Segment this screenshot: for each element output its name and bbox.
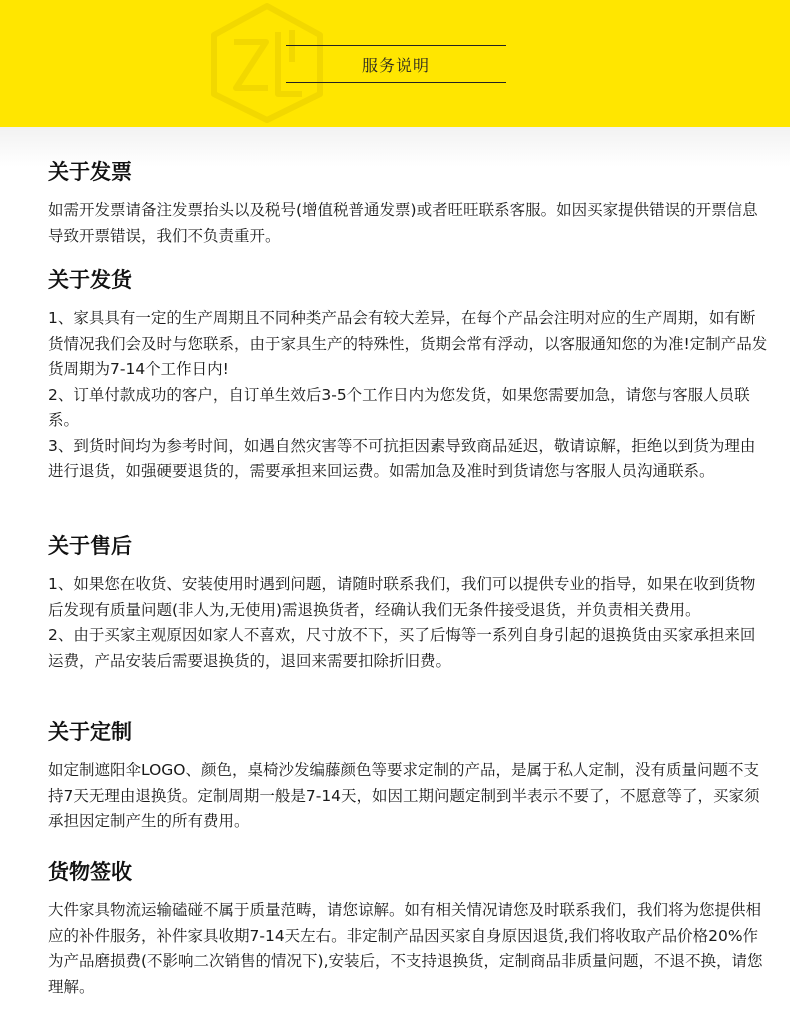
section-heading: 关于发票: [48, 160, 132, 184]
section-paragraph: 3、到货时间均为参考时间，如遇自然灾害等不可抗拒因素导致商品延迟，敬请谅解，拒绝以到货为理由进行退货，如强硬要退货的，需要承担来回运费。如需加急及准时到货请您与客服人员沟通联系。: [48, 436, 756, 480]
header-banner: [0, 0, 790, 127]
section-paragraph: 1、如果您在收货、安装使用时遇到问题，请随时联系我们，我们可以提供专业的指导，如果在收到货物后发现有质量问题(非人为,无使用)需退换货者，经确认我们无条件接受退货，并负责相关费用。: [48, 575, 756, 619]
section-paragraph: 1、家具具有一定的生产周期且不同种类产品会有较大差异，在每个产品会注明对应的生产周期，如有断货情况我们会及时与您联系，由于家具生产的特殊性，货期会常有浮动，以客服通知您的为准!定制产品发货周期为7-14个工作日内!: [48, 309, 768, 378]
page-title: 服务说明: [361, 55, 430, 75]
section-paragraph: 大件家具物流运输磕碰不属于质量范畴，请您谅解。如有相关情况请您及时联系我们，我们将为您提供相应的补件服务，补件家具收期7-14天左右。非定制产品因买家自身原因退货,我们将收取产品价格20%作为产品磨损费(不影响二次销售的情况下),安装后，不支持退换货，定制商品非质量问题，不退不换，请您理解。: [48, 901, 763, 996]
section-heading: 关于发货: [48, 268, 132, 292]
section-shipping: [48, 266, 768, 485]
section-heading: 关于售后: [48, 534, 132, 558]
section-delivery-receipt: [48, 858, 768, 1000]
section-paragraph: 如需开发票请备注发票抬头以及税号(增值税普通发票)或者旺旺联系客服。如因买家提供错误的开票信息导致开票错误，我们不负责重开。: [48, 201, 758, 245]
section-customization: [48, 718, 768, 835]
section-after-sales: [48, 532, 768, 674]
section-paragraph: 2、订单付款成功的客户，自订单生效后3-5个工作日内为您发货，如果您需要加急，请您与客服人员联系。: [48, 385, 750, 429]
section-invoice: [48, 158, 768, 249]
section-heading: 关于定制: [48, 720, 132, 744]
section-paragraph: 如定制遮阳伞LOGO、颜色，桌椅沙发编藤颜色等要求定制的产品，是属于私人定制，没有质量问题不支持7天无理由退换货。定制周期一般是7-14天，如因工期问题定制到半表示不要了，不愿意等了，买家须承担因定制产生的所有费用。: [48, 761, 760, 830]
section-heading: 货物签收: [48, 860, 132, 884]
section-paragraph: 2、由于买家主观原因如家人不喜欢，尺寸放不下，买了后悔等一系列自身引起的退换货由买家承担来回运费，产品安装后需要退换货的，退回来需要扣除折旧费。: [48, 626, 756, 670]
page-title-frame: [286, 45, 506, 83]
